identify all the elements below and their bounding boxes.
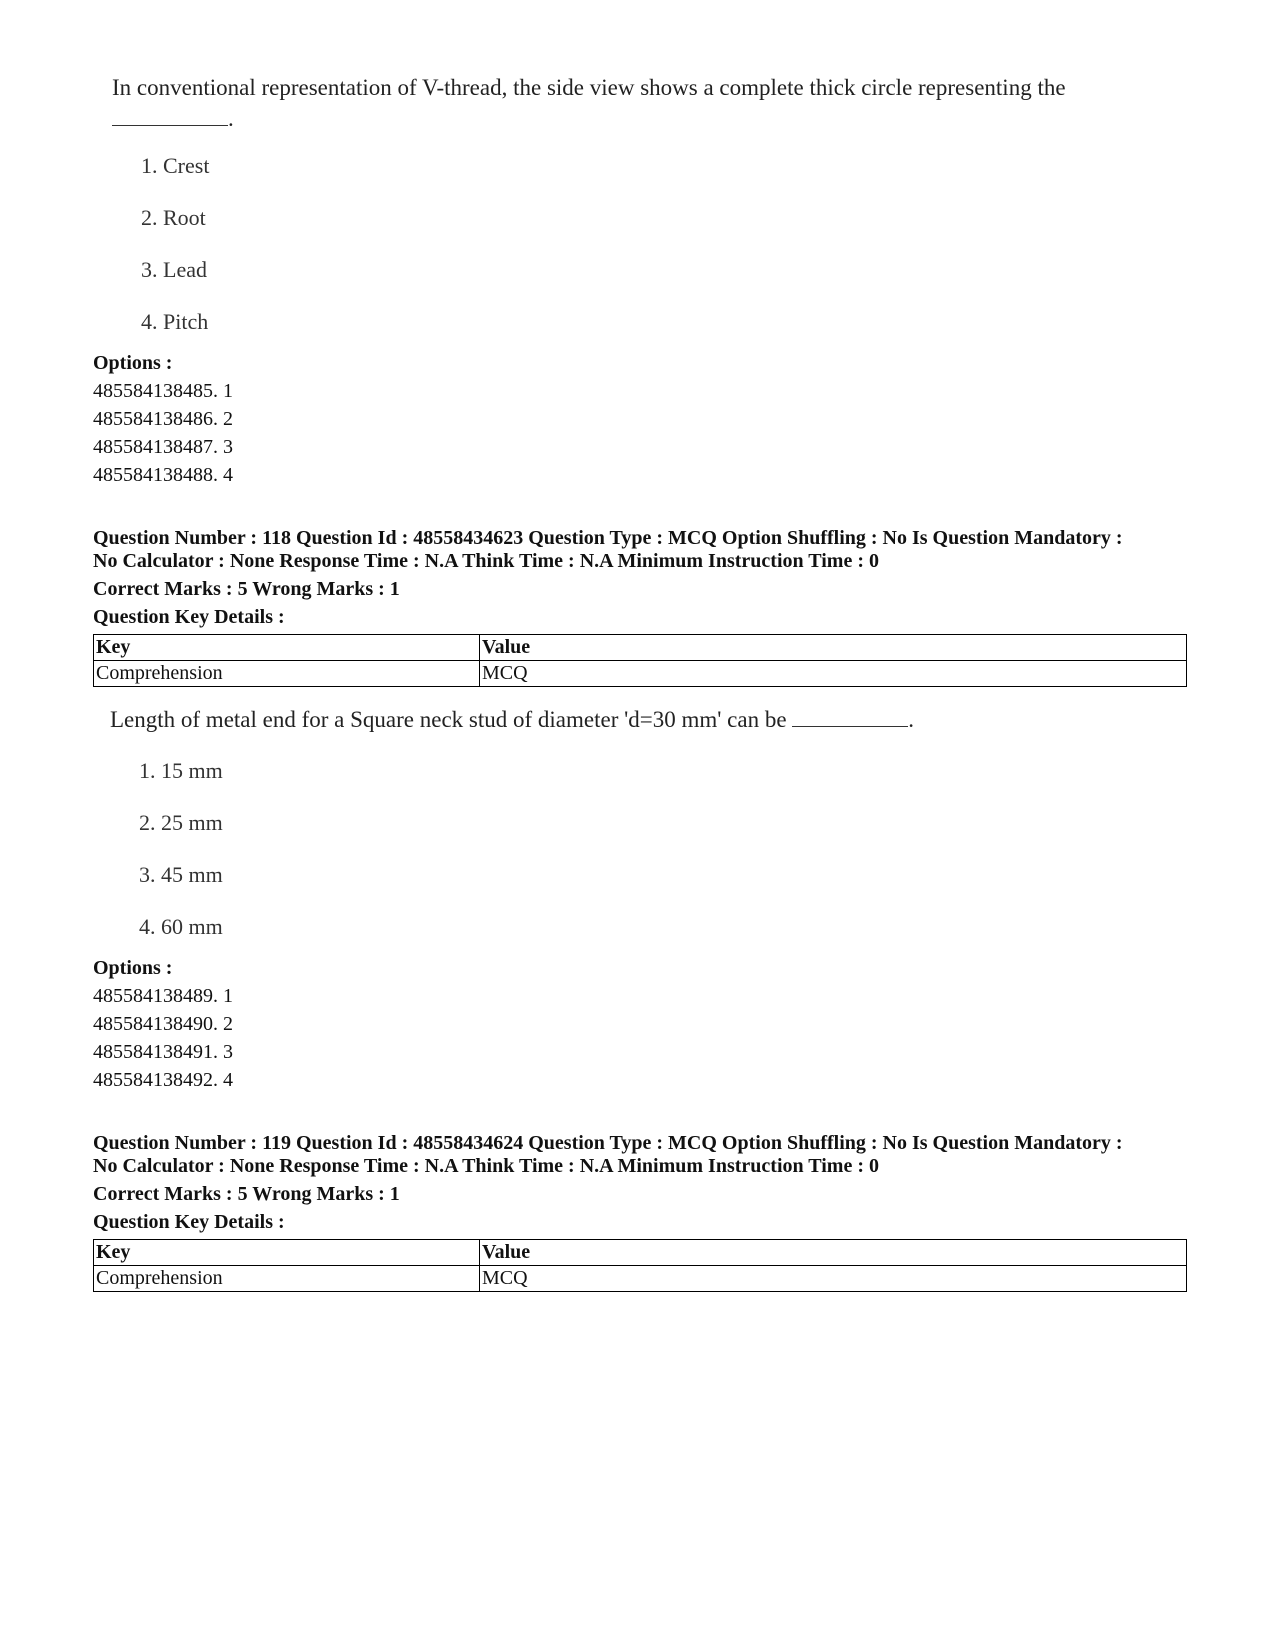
question-117-option-1: 485584138485. 1 <box>93 380 233 402</box>
key-table-header-value: Value <box>480 635 1187 661</box>
question-118-option-3: 485584138491. 3 <box>93 1041 233 1063</box>
question-118-key-table <box>93 634 1187 687</box>
question-118-choice-2: 2. 25 mm <box>139 810 223 835</box>
question-117-option-2: 485584138486. 2 <box>93 408 233 430</box>
question-117-choice-3: 3. Lead <box>141 257 207 282</box>
stem-period: . <box>908 707 915 732</box>
key-table-cell-key: Comprehension <box>94 661 480 687</box>
question-119-key-details-label: Question Key Details : <box>93 1211 285 1233</box>
question-118-stem <box>110 704 1160 735</box>
key-table-header-key: Key <box>94 635 480 661</box>
answer-blank <box>112 103 228 126</box>
question-118-meta-line-2: No Calculator : None Response Time : N.A Think Time : N.A Minimum Instruction Time : 0 <box>93 550 879 572</box>
key-table-row <box>94 1266 1187 1292</box>
question-117-choice-2: 2. Root <box>141 205 206 230</box>
question-119-marks: Correct Marks : 5 Wrong Marks : 1 <box>93 1183 400 1205</box>
question-118-option-4: 485584138492. 4 <box>93 1069 233 1091</box>
question-118-choice-3: 3. 45 mm <box>139 862 223 887</box>
question-117-choice-4: 4. Pitch <box>141 309 209 334</box>
question-118-option-2: 485584138490. 2 <box>93 1013 233 1035</box>
question-117-choice-1: 1. Crest <box>141 153 210 178</box>
question-119-key-table <box>93 1239 1187 1292</box>
question-119-meta-line-2: No Calculator : None Response Time : N.A Think Time : N.A Minimum Instruction Time : 0 <box>93 1155 879 1177</box>
stem-period: . <box>228 106 234 131</box>
question-117-option-3: 485584138487. 3 <box>93 436 233 458</box>
question-118-meta-line-1: Question Number : 118 Question Id : 48558434623 Question Type : MCQ Option Shuffling : No Is Question Mandatory : <box>93 527 1123 549</box>
question-117-stem <box>112 72 1162 134</box>
key-table-row <box>94 661 1187 687</box>
question-117-option-4: 485584138488. 4 <box>93 464 233 486</box>
question-118-stem-text: Length of metal end for a Square neck stud of diameter 'd=30 mm' can be <box>110 707 787 732</box>
key-table-cell-key: Comprehension <box>94 1266 480 1292</box>
question-118-marks: Correct Marks : 5 Wrong Marks : 1 <box>93 578 400 600</box>
question-118-choice-1: 1. 15 mm <box>139 758 223 783</box>
question-118-key-details-label: Question Key Details : <box>93 606 285 628</box>
key-table-header-row <box>94 635 1187 661</box>
key-table-header-key: Key <box>94 1240 480 1266</box>
question-118-meta <box>93 527 1243 573</box>
question-117-options-label: Options : <box>93 352 173 374</box>
answer-blank <box>792 704 908 727</box>
question-117-stem-text: In conventional representation of V-thread, the side view shows a complete thick circle representing the <box>112 75 1066 100</box>
key-table-header-row <box>94 1240 1187 1266</box>
question-118-choice-4: 4. 60 mm <box>139 914 223 939</box>
question-119-meta <box>93 1132 1243 1178</box>
question-119-meta-line-1: Question Number : 119 Question Id : 48558434624 Question Type : MCQ Option Shuffling : No Is Question Mandatory : <box>93 1132 1123 1154</box>
question-118-option-1: 485584138489. 1 <box>93 985 233 1007</box>
key-table-cell-value: MCQ <box>480 661 1187 687</box>
question-118-options-label: Options : <box>93 957 173 979</box>
key-table-header-value: Value <box>480 1240 1187 1266</box>
key-table-cell-value: MCQ <box>480 1266 1187 1292</box>
